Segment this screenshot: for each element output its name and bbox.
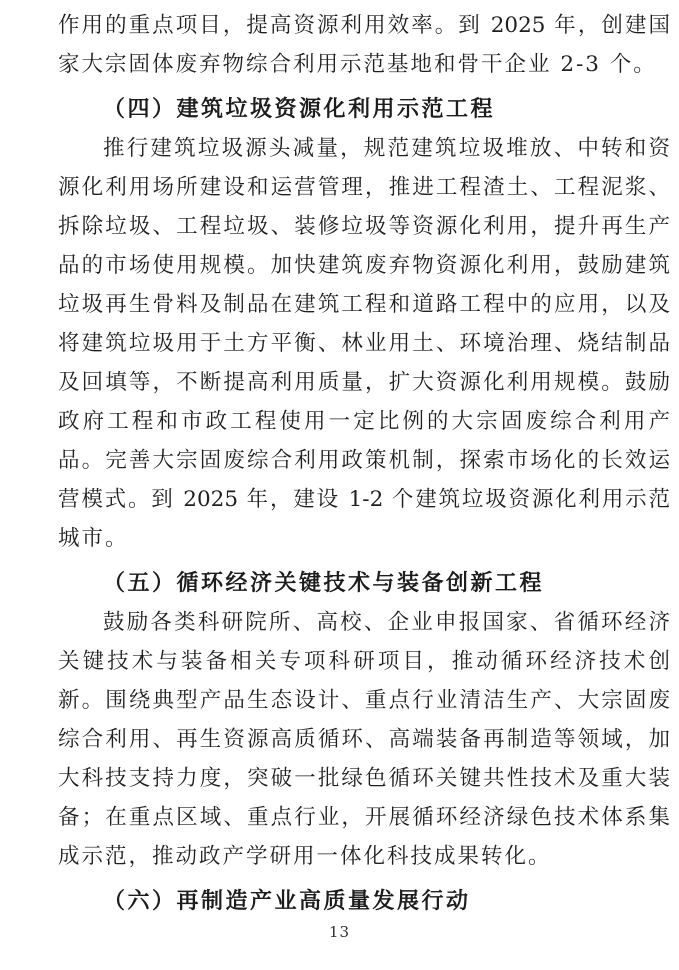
text-line: 垃圾再生骨料及制品在建筑工程和道路工程中的应用，以及 <box>58 292 670 317</box>
text-line: 综合利用、再生资源高质循环、高端装备再制造等领域，加 <box>58 727 670 752</box>
text-line: 拆除垃圾、工程垃圾、装修垃圾等资源化利用，提升再生产 <box>58 214 670 239</box>
text-line: 及回填等，不断提高利用质量，扩大资源化利用规模。鼓励 <box>58 370 670 395</box>
text-line: 源化利用场所建设和运营管理，推进工程渣土、工程泥浆、 <box>58 175 670 200</box>
text-line: 推行建筑垃圾源头减量，规范建筑垃圾堆放、中转和资 <box>103 136 670 161</box>
text-line: 成示范，推动政产学研用一体化科技成果转化。 <box>58 844 552 869</box>
section-heading: （四）建筑垃圾资源化利用示范工程 <box>103 96 496 122</box>
text-line: 备；在重点区域、重点行业，开展循环经济绿色技术体系集 <box>58 805 670 830</box>
text-line: 大科技支持力度，突破一批绿色循环关键共性技术及重大装 <box>58 766 670 791</box>
section-heading: （五）循环经济关键技术与装备创新工程 <box>103 570 545 596</box>
text-line: 关键技术与装备相关专项科研项目，推动循环经济技术创 <box>58 649 670 674</box>
text-line: 家大宗固体废弃物综合利用示范基地和骨干企业 2-3 个。 <box>58 52 657 77</box>
section-heading: （六）再制造产业高质量发展行动 <box>103 888 471 914</box>
text-line: 将建筑垃圾用于土方平衡、林业用土、环境治理、烧结制品 <box>58 331 670 356</box>
text-line: 政府工程和市政工程使用一定比例的大宗固废综合利用产 <box>58 409 670 434</box>
document-body <box>58 6 670 921</box>
text-line: 营模式。到 2025 年，建设 1-2 个建筑垃圾资源化利用示范 <box>58 487 670 512</box>
text-line: 城市。 <box>58 526 129 551</box>
page-number: 13 <box>328 923 351 941</box>
text-line: 品的市场使用规模。加快建筑废弃物资源化利用，鼓励建筑 <box>58 253 670 278</box>
text-line: 新。围绕典型产品生态设计、重点行业清洁生产、大宗固废 <box>58 688 670 713</box>
text-line: 作用的重点项目，提高资源利用效率。到 2025 年，创建国 <box>58 13 670 38</box>
text-line: 品。完善大宗固废综合利用政策机制，探索市场化的长效运 <box>58 448 670 473</box>
text-line: 鼓励各类科研院所、高校、企业申报国家、省循环经济 <box>103 610 670 635</box>
